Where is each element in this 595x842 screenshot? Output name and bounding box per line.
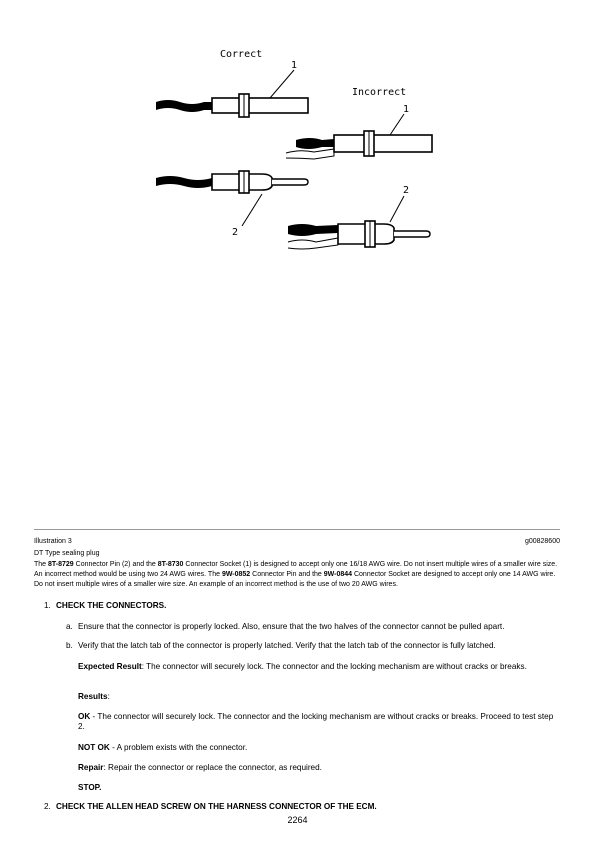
incorrect-socket-drawing [286, 131, 432, 159]
connector-illustration [0, 0, 595, 300]
repair-instruction [78, 763, 560, 773]
correct-pin-drawing [156, 171, 308, 193]
callout-1b: 1 [403, 104, 410, 115]
caption-text-3: Connector Socket (1) is designed to accept only one 16/18 AWG wire. Do not insert multiple wires of a smaller wire size. An incorrect method would be using two 24 AWG wires. The [34, 561, 558, 578]
label-incorrect: Incorrect [352, 87, 407, 98]
illustration-number: Illustration 3 [34, 538, 72, 545]
step-1b-text: Verify that the latch tab of the connector is properly latched. Verify that the latch tab of the connector is fully latched. [78, 641, 496, 650]
leader-line-1b [390, 114, 404, 135]
callout-2a: 2 [232, 227, 239, 238]
stop-label: STOP. [78, 783, 102, 792]
graphic-id: g00828600 [524, 538, 560, 545]
caption-divider [34, 529, 560, 530]
expected-result-text: : The connector will securely lock. The connector and the locking mechanism are without cracks or breaks. [141, 662, 527, 671]
repair-text: : Repair the connector or replace the connector, as required. [103, 763, 322, 772]
results-colon: : [107, 692, 110, 701]
step-2-title: CHECK THE ALLEN HEAD SCREW ON THE HARNESS CONNECTOR OF THE ECM. [56, 802, 377, 811]
ok-text: - The connector will securely lock. The connector and the locking mechanism are without cracks or breaks. Proceed to test step 2. [78, 712, 554, 731]
caption-body [34, 560, 560, 590]
expected-result-label: Expected Result [78, 662, 142, 671]
part-number-9w0852: 9W-0852 [221, 571, 251, 578]
caption-text-5: Connector Socket are designed to accept only one 14 AWG wire. Do not insert multiple wires of a smaller wire size. An example of an incorrect method is the use of two 20 AWG wires. [34, 571, 556, 588]
caption-text-4: Connector Pin and the [250, 571, 324, 578]
stop-instruction [78, 783, 560, 793]
callout-2b: 2 [403, 185, 410, 196]
part-number-8t8730: 8T-8730 [157, 561, 184, 568]
ok-label: OK [78, 712, 91, 721]
step-1b-letter: b. [66, 641, 73, 650]
results-label: Results [78, 692, 108, 701]
results-heading [78, 692, 560, 702]
label-correct: Correct [220, 49, 263, 60]
caption-text-1: The [34, 561, 49, 568]
not-ok-text: - A problem exists with the connector. [109, 743, 248, 752]
repair-label: Repair [78, 763, 104, 772]
step-1-number: 1. [44, 601, 51, 610]
step-1a-text: Ensure that the connector is properly locked. Also, ensure that the two halves of the connector cannot be pulled apart. [78, 622, 505, 631]
page-number: 2264 [287, 815, 308, 825]
leader-line-2b [390, 196, 404, 222]
step-1-title: CHECK THE CONNECTORS. [56, 601, 167, 610]
leader-line-2a [242, 194, 262, 226]
not-ok-label: NOT OK [78, 743, 110, 752]
caption-text-2: Connector Pin (2) and the [73, 561, 158, 568]
leader-line-1a [270, 70, 294, 98]
caption-title: DT Type sealing plug [34, 550, 100, 557]
part-number-8t8729: 8T-8729 [48, 561, 74, 568]
step-1a-letter: a. [66, 622, 73, 631]
expected-result [78, 662, 560, 672]
result-not-ok [78, 743, 560, 753]
result-ok [78, 712, 560, 732]
callout-1a: 1 [291, 60, 298, 71]
incorrect-pin-drawing [288, 221, 430, 249]
part-number-9w0844: 9W-0844 [323, 571, 353, 578]
correct-socket-drawing [156, 94, 308, 117]
step-2-number: 2. [44, 802, 51, 811]
caption-header-row [34, 537, 560, 546]
